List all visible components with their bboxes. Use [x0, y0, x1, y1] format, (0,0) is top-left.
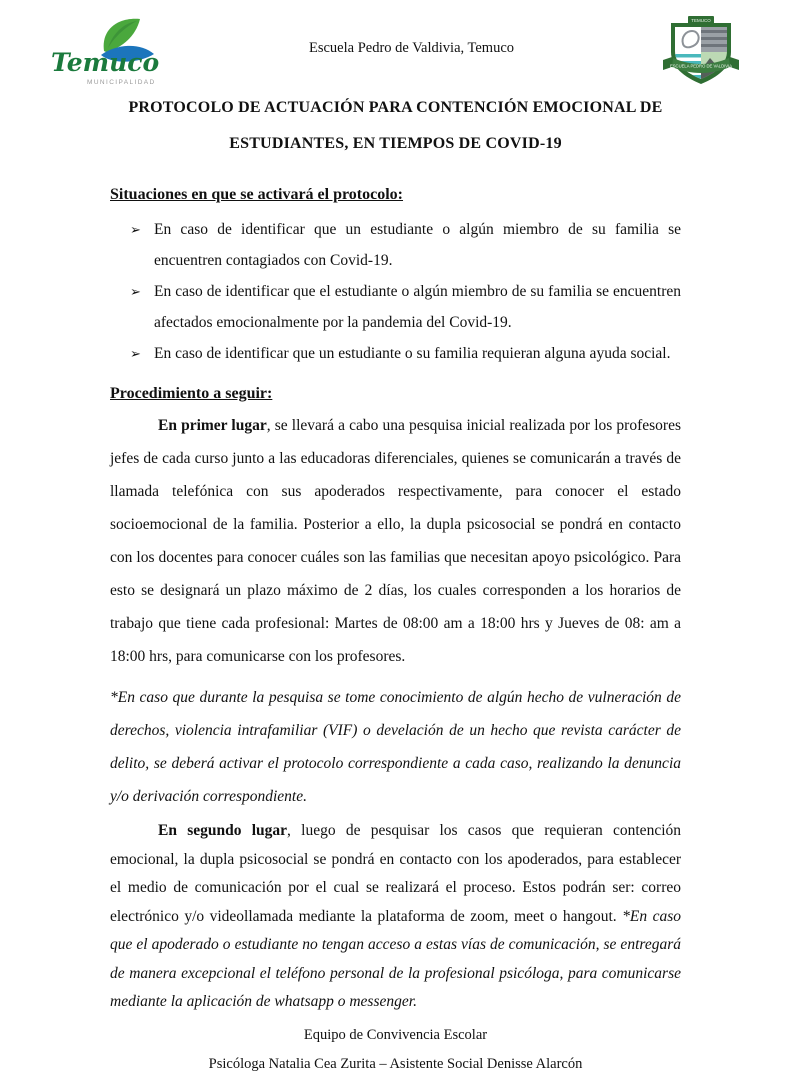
document-body — [0, 90, 791, 1079]
paragraph-vulnerability-note: *En caso que durante la pesquisa se tome conocimiento de algún hecho de vulneración de derechos, violencia intrafamiliar (VIF) o develación de un hecho que revista carácter de delito, se deberá activar el protocolo correspondiente a cada caso, realizando la denuncia y/o derivación correspondiente. — [110, 689, 681, 805]
situations-list — [110, 214, 681, 369]
arrow-bullet-icon: ➢ — [130, 222, 141, 237]
section-heading-situations: Situaciones en que se activará el protocolo: — [110, 186, 404, 203]
paragraph-lead-bold: En segundo lugar — [158, 822, 288, 839]
crest-ribbon-label: ESCUELA PEDRO DE VALDIVIA — [669, 63, 733, 69]
list-item-text: En caso de identificar que el estudiante o algún miembro de su familia se encuentren afectados emocionalmente por la pandemia del Covid-19. — [154, 283, 681, 331]
paragraph-italic-tail: *En caso que el apoderado o estudiante no tengan acceso a estas vías de comunicación, se entregará de manera excepcional el teléfono personal de la profesional psicóloga, para comunicarse mediante la aplicación de whatsapp o messenger. — [110, 907, 681, 1010]
arrow-bullet-icon: ➢ — [130, 284, 141, 299]
school-name: Escuela Pedro de Valdivia, Temuco — [308, 40, 515, 56]
municipality-logo — [50, 14, 168, 93]
paragraph-body-text: , luego de pesquisar los casos que requieran contención emocional, la dupla psicosocial se pondrá en contacto con los apoderados, para establecer el medio de comunicación por el cual se realizará el proceso. Estos podrán ser: correo electrónico y/o videollamada mediante la plataforma de zoom, meet o hangout. — [110, 822, 681, 925]
school-crest — [655, 14, 747, 95]
document-header — [0, 0, 791, 88]
paragraph-first-place — [110, 409, 681, 673]
list-item — [110, 338, 681, 369]
footer-team-line: Equipo de Convivencia Escolar — [303, 1026, 488, 1043]
title-line-2: ESTUDIANTES, EN TIEMPOS DE COVID-19 — [229, 135, 562, 152]
title-line-1: PROTOCOLO DE ACTUACIÓN PARA CONTENCIÓN EMOCIONAL DE — [128, 99, 663, 116]
paragraph-lead-bold: En primer lugar — [158, 417, 267, 434]
footer-names-line: Psicóloga Natalia Cea Zurita – Asistente Social Denisse Alarcón — [208, 1055, 583, 1072]
list-item — [110, 214, 681, 276]
list-item — [110, 276, 681, 338]
municipality-wordmark: Temuco — [51, 48, 160, 77]
arrow-bullet-icon: ➢ — [130, 346, 141, 361]
paragraph-body-text: , se llevará a cabo una pesquisa inicial realizada por los profesores jefes de cada curso junto a las educadoras diferenciales, quienes se comunicarán a través de llamada telefónica con sus apoderados respectivamente, para conocer el estado socioemocional de la familia. Posterior a ello, la dupla psicosocial se pondrá en contacto con los docentes para conocer cuáles son las familias que necesitan apoyo psicológico. Para esto se designará un plazo máximo de 2 días, los cuales corresponden a los horarios de trabajo que tiene cada profesional: Martes de 08:00 am a 18:00 hrs y Jueves de 08: am a 18:00 hrs, para comunicarse con los profesores. — [110, 417, 681, 665]
document-title — [110, 90, 681, 162]
list-item-text: En caso de identificar que un estudiante o algún miembro de su familia se encuentren contagiados con Covid-19. — [154, 221, 681, 269]
school-crest-icon — [655, 14, 747, 90]
document-footer — [110, 1021, 681, 1079]
list-item-text: En caso de identificar que un estudiante o su familia requieran alguna ayuda social. — [154, 345, 671, 362]
temuco-leaf-icon — [50, 14, 168, 88]
crest-top-label: TEMUCO — [691, 18, 711, 23]
section-heading-procedure: Procedimiento a seguir: — [110, 385, 273, 402]
municipality-subtitle: MUNICIPALIDAD — [87, 79, 156, 86]
paragraph-second-place — [110, 817, 681, 1017]
